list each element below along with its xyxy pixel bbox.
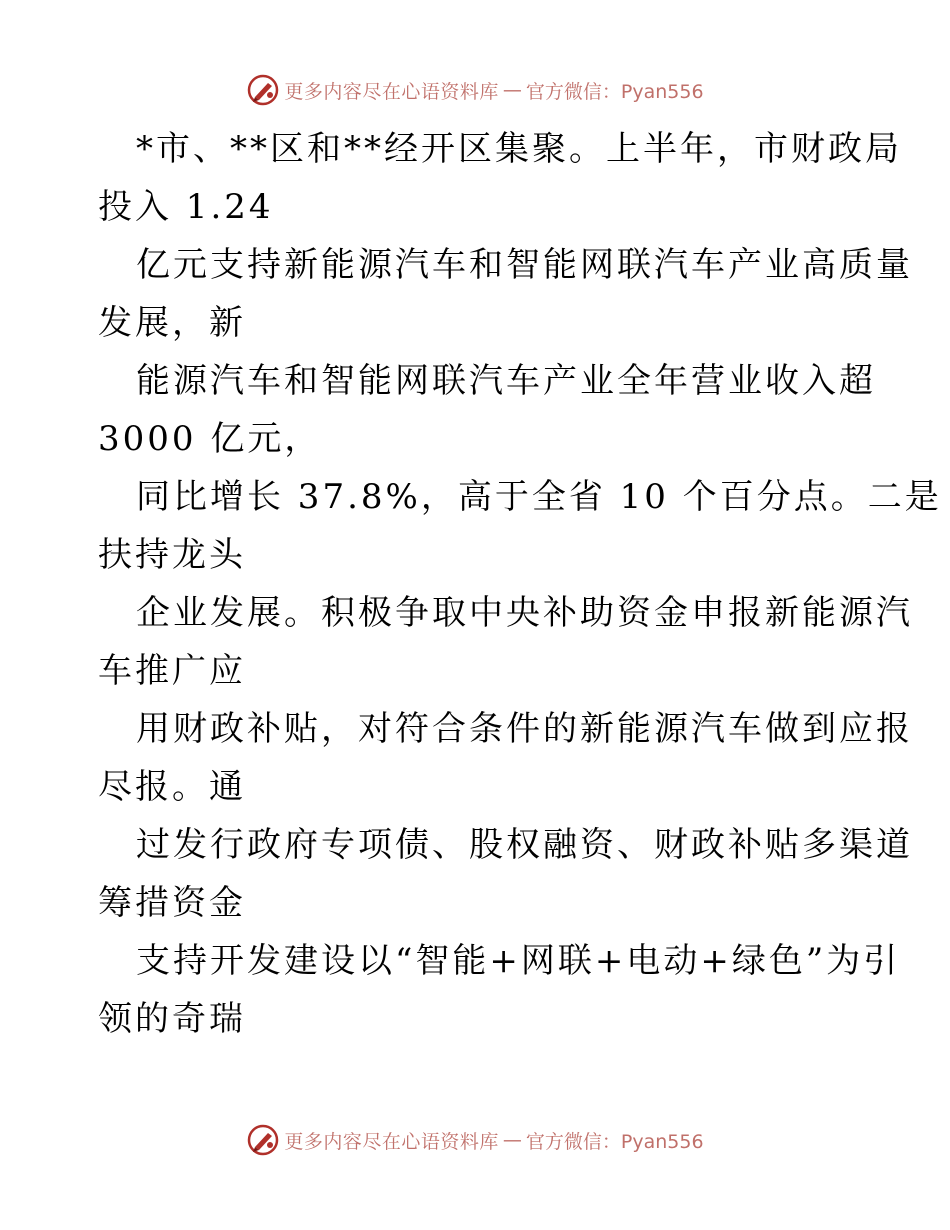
body-line: 能源汽车和智能网联汽车产业全年营业收入超 [136, 361, 876, 401]
header-banner-content [246, 73, 703, 107]
footer-banner-text: 更多内容尽在心语资料库 [284, 1130, 499, 1153]
body-line: 发展，新 [98, 303, 246, 343]
document-body [98, 120, 942, 1048]
pen-logo-icon [246, 73, 280, 107]
header-banner-text: 更多内容尽在心语资料库 [284, 80, 499, 103]
body-line: 3000 亿元， [98, 419, 322, 459]
body-line: 投入 1.24 [98, 187, 274, 227]
body-line: 企业发展。积极争取中央补助资金申报新能源汽 [136, 593, 913, 633]
body-line: 用财政补贴，对符合条件的新能源汽车做到应报 [136, 709, 913, 749]
body-line: 领的奇瑞 [98, 999, 246, 1039]
body-line: 尽报。通 [98, 767, 246, 807]
body-line: 同比增长 37.8%，高于全省 10 个百分点。二是 [136, 477, 942, 517]
body-line: 车推广应 [98, 651, 246, 691]
body-line: 亿元支持新能源汽车和智能网联汽车产业高质量 [136, 245, 913, 285]
body-line: 支持开发建设以“智能+网联+电动+绿色”为引 [136, 941, 901, 981]
body-line: 筹措资金 [98, 883, 246, 923]
footer-banner-separator: — [502, 1129, 522, 1151]
header-banner-separator: — [502, 79, 522, 101]
footer-banner-content [246, 1123, 703, 1157]
footer-banner-wechat: 官方微信：Pyan556 [525, 1130, 704, 1153]
header-banner-wechat: 官方微信：Pyan556 [525, 80, 704, 103]
body-line: 过发行政府专项债、股权融资、财政补贴多渠道 [136, 825, 913, 865]
header-banner [0, 70, 950, 110]
body-line: *市、**区和**经开区集聚。上半年，市财政局 [136, 129, 902, 169]
body-line: 扶持龙头 [98, 535, 246, 575]
pen-logo-icon [246, 1123, 280, 1157]
footer-banner [0, 1120, 950, 1160]
